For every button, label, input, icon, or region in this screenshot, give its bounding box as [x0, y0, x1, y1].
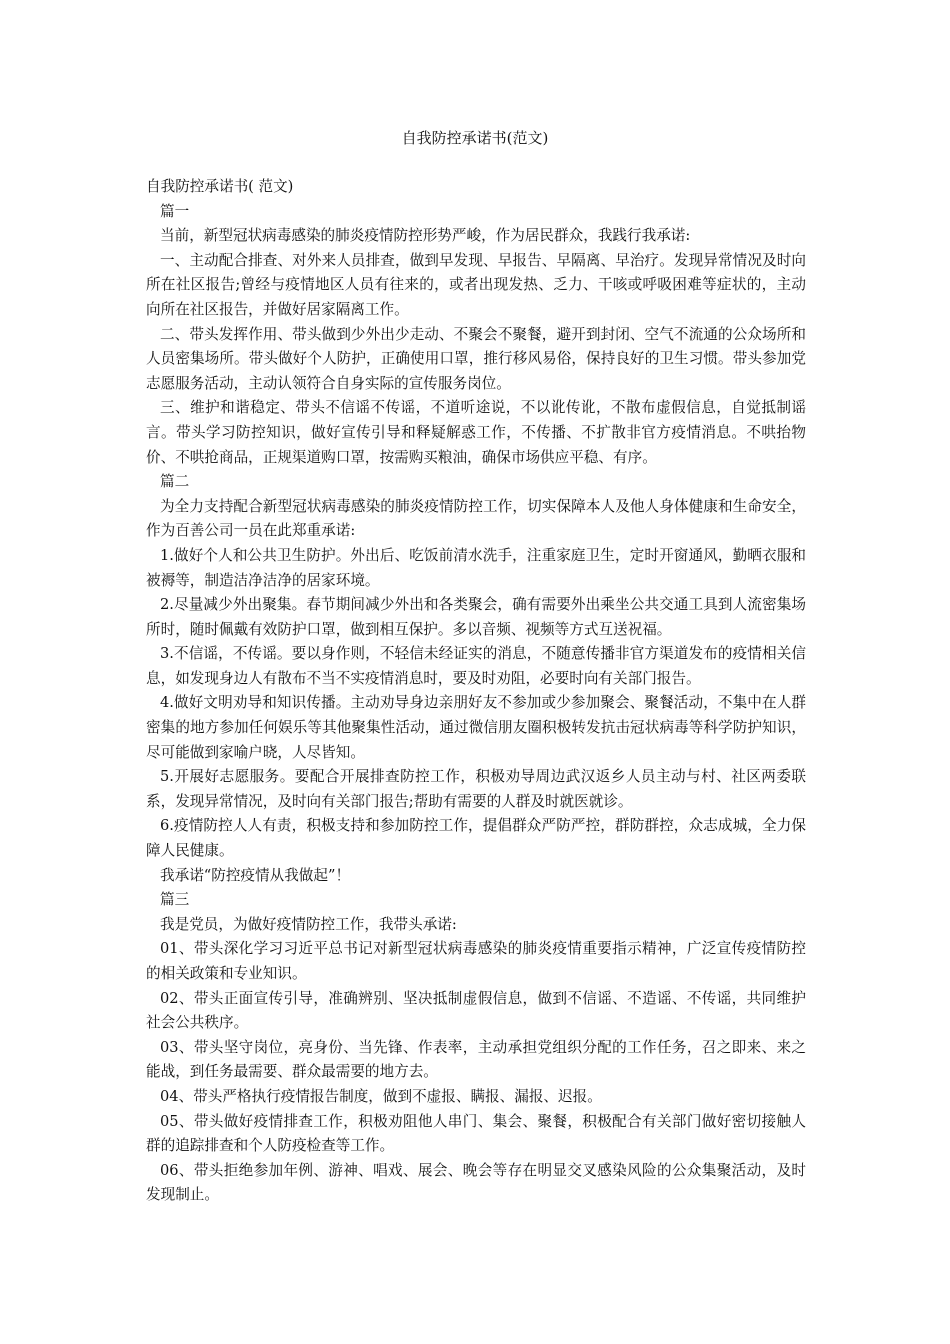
document-title: 自我防控承诺书(范文) — [401, 129, 549, 147]
paragraph: 4.做好文明劝导和知识传播。主动劝导身边亲朋好友不参加或少参加聚会、聚餐活动，不集中在人群密集的地方参加任何娱乐等其他聚集性活动，通过微信朋友圈积极转发抗击冠状病毒等科学防护知识，尽可能做到家喻户晓，人尽皆知。 — [146, 694, 806, 761]
paragraph: 03、带头坚守岗位，亮身份、当先锋、作表率，主动承担党组织分配的工作任务，召之即来、来之能战，到任务最需要、群众最需要的地方去。 — [146, 1038, 806, 1081]
paragraph: 06、带头拒绝参加年例、游神、唱戏、展会、晚会等存在明显交叉感染风险的公众集聚活动，及时发现制止。 — [146, 1161, 806, 1204]
section-heading-1: 篇一 — [160, 202, 190, 220]
section-heading-2: 篇二 — [160, 473, 190, 491]
paragraph: 6.疫情防控人人有责，积极支持和参加防控工作，提倡群众严防严控，群防群控，众志成城，全力保障人民健康。 — [146, 817, 806, 860]
paragraph: 5.开展好志愿服务。要配合开展排查防控工作，积极劝导周边武汉返乡人员主动与村、社区两委联系，发现异常情况，及时向有关部门报告;帮助有需要的人群及时就医就诊。 — [146, 768, 806, 810]
paragraph: 1.做好个人和公共卫生防护。外出后、吃饭前清水洗手，注重家庭卫生，定时开窗通风，勤晒衣服和被褥等，制造洁净洁净的居家环境。 — [146, 546, 806, 589]
paragraph: 04、带头严格执行疫情报告制度，做到不虚报、瞒报、漏报、迟报。 — [160, 1087, 602, 1105]
document-subtitle: 自我防控承诺书( 范文) — [146, 178, 294, 195]
paragraph: 一、主动配合排查、对外来人员排查，做到早发现、早报告、早隔离、早治疗。发现异常情况及时向所在社区报告;曾经与疫情地区人员有往来的，或者出现发热、乏力、干咳或呼吸困难等症状的，主动向所在社区报告，并做好居家隔离工作。 — [146, 251, 806, 318]
paragraph: 01、带头深化学习习近平总书记对新型冠状病毒感染的肺炎疫情重要指示精神，广泛宣传疫情防控的相关政策和专业知识。 — [146, 940, 806, 982]
paragraph: 为全力支持配合新型冠状病毒感染的肺炎疫情防控工作，切实保障本人及他人身体健康和生命安全，作为百善公司一员在此郑重承诺: — [146, 497, 806, 540]
paragraph: 我是党员，为做好疫情防控工作，我带头承诺: — [160, 915, 457, 933]
paragraph: 三、维护和谐稳定、带头不信谣不传谣，不道听途说，不以讹传讹，不散布虚假信息，自觉抵制谣言。带头学习防控知识，做好宣传引导和释疑解惑工作，不传播、不扩散非官方疫情消息。不哄抬物价、不哄抢商品，正规渠道购口罩，按需购买粮油，确保市场供应平稳、有序。 — [146, 399, 806, 466]
paragraph: 当前，新型冠状病毒感染的肺炎疫情防控形势严峻，作为居民群众，我践行我承诺: — [160, 227, 691, 245]
pledge-line: 我承诺“防控疫情从我做起”！ — [160, 866, 351, 884]
paragraph: 3.不信谣，不传谣。要以身作则，不轻信未经证实的消息，不随意传播非官方渠道发布的疫情相关信息，如发现身边人有散布不当不实疫情消息时，要及时劝阻，必要时向有关部门报告。 — [146, 645, 806, 687]
paragraph: 05、带头做好疫情排查工作，积极劝阻他人串门、集会、聚餐，积极配合有关部门做好密切接触人群的追踪排查和个人防疫检查等工作。 — [146, 1112, 806, 1155]
section-heading-3: 篇三 — [160, 891, 190, 909]
paragraph: 二、带头发挥作用、带头做到少外出少走动、不聚会不聚餐，避开到封闭、空气不流通的公众场所和人员密集场所。带头做好个人防护，正确使用口罩，推行移风易俗，保持良好的卫生习惯。带头参加党志愿服务活动，主动认领符合自身实际的宣传服务岗位。 — [146, 325, 806, 392]
document-body — [146, 175, 806, 1208]
paragraph: 2.尽量减少外出聚集。春节期间减少外出和各类聚会，确有需要外出乘坐公共交通工具到人流密集场所时，随时佩戴有效防护口罩，做到相互保护。多以音频、视频等方式互送祝福。 — [146, 596, 806, 638]
paragraph: 02、带头正面宣传引导，准确辨别、坚决抵制虚假信息，做到不信谣、不造谣、不传谣，共同维护社会公共秩序。 — [146, 989, 806, 1032]
